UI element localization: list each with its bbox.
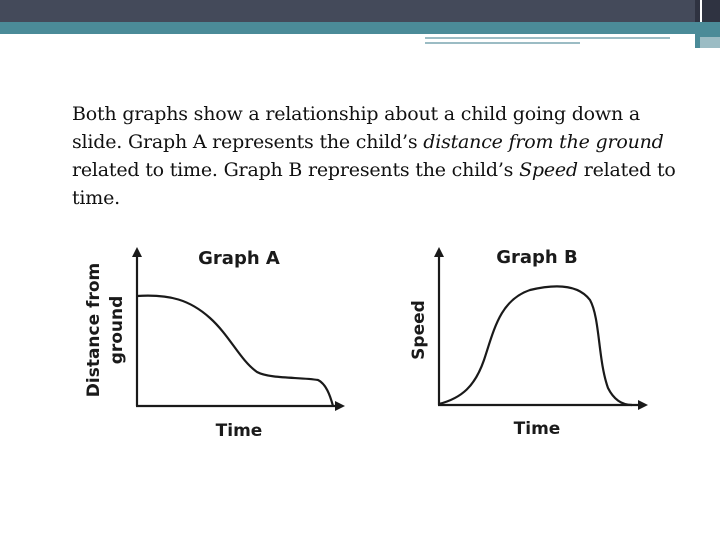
graph-b-x-label: Time bbox=[513, 419, 561, 439]
graph-b-title: Graph B bbox=[496, 247, 578, 268]
graph-a bbox=[84, 248, 340, 441]
text-run-italic: distance from the ground bbox=[423, 131, 664, 153]
graph-b-curve bbox=[439, 286, 632, 405]
graph-a-curve bbox=[137, 296, 333, 406]
text-run-italic: Speed bbox=[519, 159, 578, 181]
graph-a-x-label: Time bbox=[215, 421, 263, 441]
graph-a-y-label-line1: Distance from bbox=[84, 262, 104, 398]
graph-a-title: Graph A bbox=[198, 248, 280, 269]
graph-b bbox=[409, 247, 643, 439]
text-run: related to time. Graph B represents the child’s bbox=[72, 159, 520, 181]
text-run: related to time. bbox=[72, 159, 676, 209]
text-run: Both graphs show a relationship about a child going down a slide. Graph A represents the child’s bbox=[72, 103, 640, 153]
graph-b-y-label: Speed bbox=[409, 300, 429, 360]
graph-a-y-label-line2: ground bbox=[107, 295, 127, 365]
